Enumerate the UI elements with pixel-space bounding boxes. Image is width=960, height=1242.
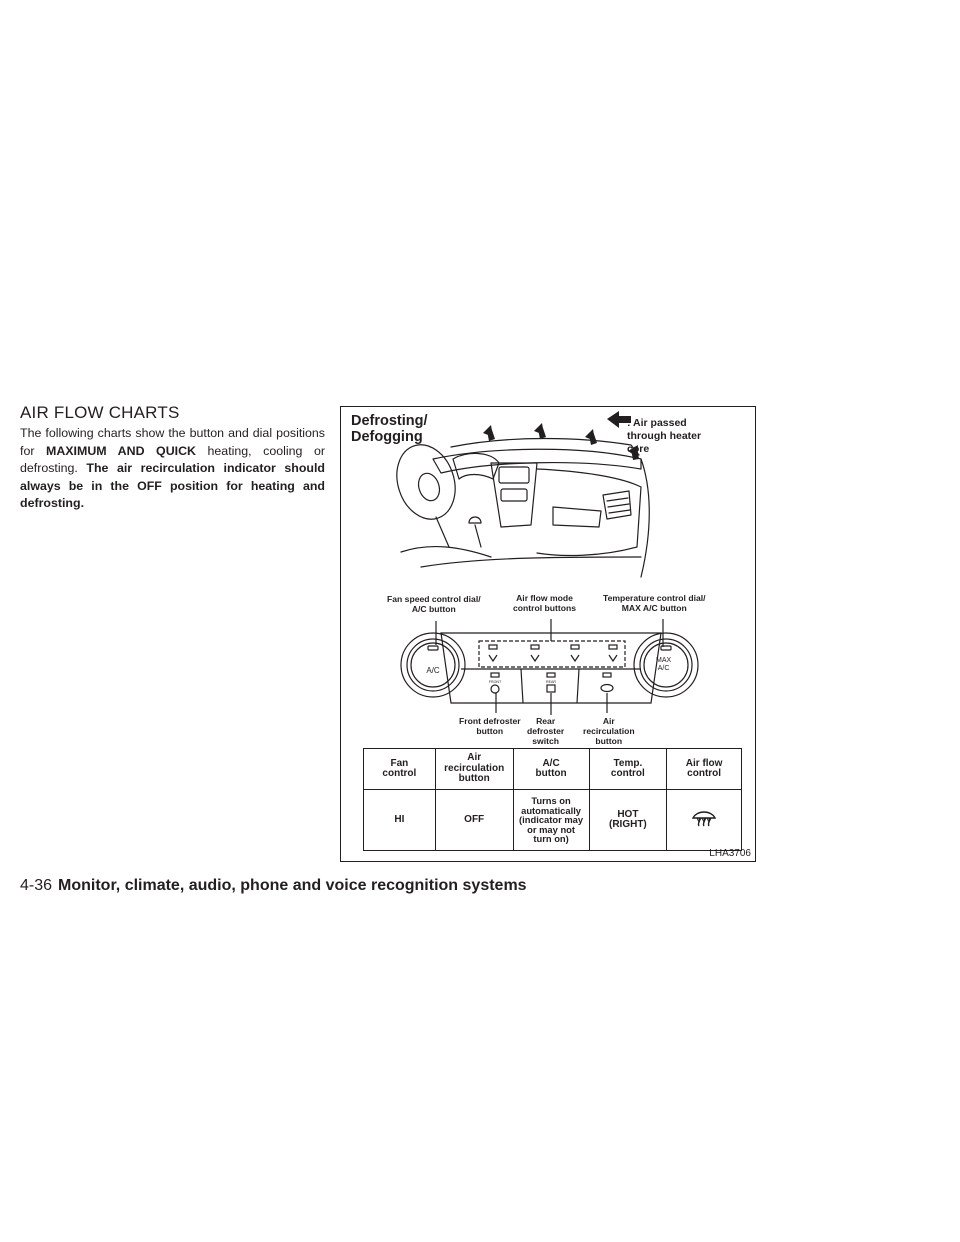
intro-text-1: The following charts show the button and dial positions for	[20, 426, 325, 458]
table-header-cell: Fan control	[364, 749, 436, 790]
defrost-arrow-icon	[483, 425, 495, 441]
side-vent	[603, 491, 631, 519]
table-cell: HOT (RIGHT)	[589, 790, 667, 851]
page-number: 4-36	[20, 877, 53, 894]
table-header-cell: Air flow control	[667, 749, 742, 790]
figure-legend: : Air passed through heater core	[627, 417, 702, 455]
callout-front-defroster: Front defroster button	[459, 716, 521, 736]
intro-bold-1: MAXIMUM AND QUICK	[46, 443, 196, 458]
table-header-cell: A/C button	[513, 749, 589, 790]
section-heading: AIR FLOW CHARTS	[20, 403, 180, 422]
door-edge	[641, 459, 649, 577]
steering-column	[436, 517, 449, 547]
airflow-figure	[340, 406, 756, 862]
front-defroster-button-icon	[491, 685, 499, 693]
table-header-cell: Air recirculation button	[435, 749, 513, 790]
callout-air-recirculation: Air recirculation button	[583, 716, 635, 746]
panel-label-max-ac: MAX A/C	[656, 657, 672, 672]
table-cell	[667, 790, 742, 851]
table-cell: OFF	[435, 790, 513, 851]
defrost-arrow-icon	[585, 429, 597, 445]
intro-bold-2: The air recirculation indicator should always be in the OFF position for heating and defrosting.	[20, 461, 325, 511]
defrost-arrow-icon	[534, 423, 546, 439]
table-cell: Turns on automatically (indicator may or may not turn on)	[513, 790, 589, 851]
air-flow-mode-group	[479, 641, 625, 667]
table-header-row	[364, 749, 742, 790]
intro-text-2: heating, cooling or defrosting.	[20, 443, 325, 476]
panel-label-rear: REAR	[546, 680, 556, 684]
glovebox	[553, 507, 601, 527]
panel-label-ac: A/C	[426, 666, 440, 675]
table-header-cell: Temp. control	[589, 749, 667, 790]
table-row	[364, 790, 742, 851]
gear-lever	[469, 517, 481, 547]
callout-temperature: Temperature control dial/ MAX A/C button	[603, 593, 706, 613]
callout-rear-defroster: Rear defroster switch	[527, 716, 565, 746]
panel-label-front: FRONT	[488, 680, 502, 684]
steering-wheel	[388, 437, 465, 527]
center-controls	[501, 489, 527, 501]
intro-paragraph	[20, 425, 325, 513]
airflow-table	[363, 748, 742, 851]
table-cell: HI	[364, 790, 436, 851]
recirculation-button-icon	[601, 685, 613, 692]
center-stack	[491, 463, 537, 527]
page-footer	[20, 877, 527, 895]
center-screen	[499, 467, 529, 483]
floor-line	[421, 557, 641, 567]
front-defroster-icon	[691, 808, 717, 828]
callout-air-flow-mode: Air flow mode control buttons	[513, 593, 577, 613]
steering-hub	[415, 471, 443, 504]
callout-fan-speed: Fan speed control dial/ A/C button	[387, 594, 481, 614]
rear-defroster-button-icon	[547, 685, 555, 692]
figure-title: Defrosting/ Defogging	[351, 413, 428, 445]
control-panel-illustration	[341, 607, 757, 717]
figure-code: LHA3706	[709, 848, 751, 859]
chapter-title: Monitor, climate, audio, phone and voice recognition systems	[58, 877, 527, 894]
